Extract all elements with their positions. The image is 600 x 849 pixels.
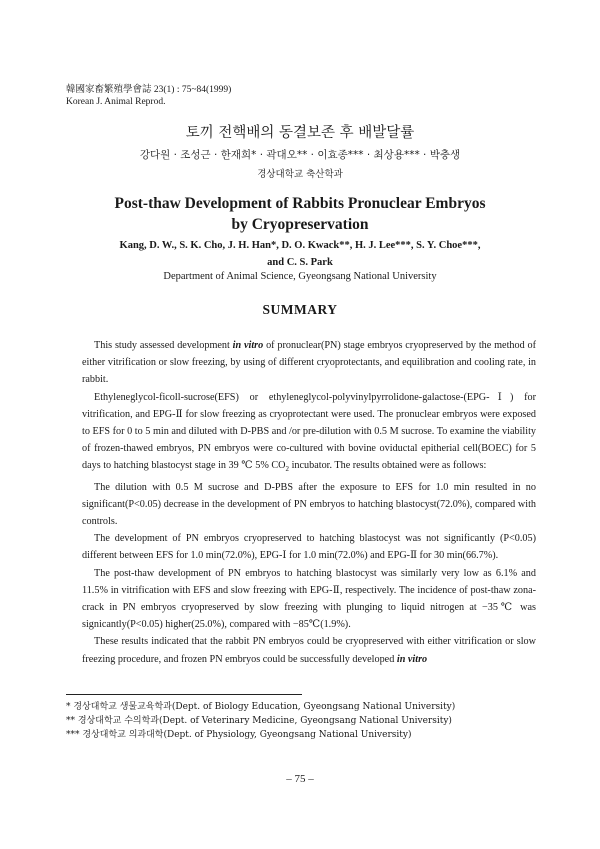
- english-title-line-2: by Cryopreservation: [231, 216, 369, 233]
- summary-paragraph-2: Ethyleneglycol-ficoll-sucrose(EFS) or ethyleneglycol-polyvinylpyrrolidone-galactose-(EPG-Ⅰ) for vitrification, and EPG-Ⅱ for slow freezing as cryoprotectant were used. The pronuclear embryos were exposed to EFS for 0 to 5 min and diluted with D-PBS and /or pre-dilution with 0.5 M sucrose. To examine the viability of frozen-thawed embryos, PN embryos were co-cultured with bovine oviductal epitherial cell(BOEC) for 5 days to hatching blastocyst stage in 39 ℃ 5% $CO_2$ incubator. The results obtained were as follows:: [82, 391, 536, 474]
- footnote-divider: [66, 694, 302, 695]
- summary-paragraph-4: The development of PN embryos cryopreserved to hatching blastocyst was not significantly (P<0.05) different between EFS for 1.0 min(72.0%), EPG-Ⅰ for 1.0 min(72.0%) and EPG-Ⅱ for 30 min(66.7%).: [82, 533, 536, 562]
- english-title: [0, 193, 600, 235]
- footnotes: [66, 700, 455, 742]
- summary-paragraph-6: These results indicated that the rabbit PN embryos could be cryopreserved with either vitrification or slow freezing procedure, and frozen PN embryos could be successfully developed in vitro: [82, 636, 536, 665]
- english-department: Department of Animal Science, Gyeongsang National University: [163, 271, 437, 282]
- page-number: – 75 –: [286, 773, 314, 785]
- summary-paragraph-1: This study assessed development in vitro of pronuclear(PN) stage embryos cryopreserved by the method of either vitrification or slow freezing, by using of different cryoprotectants, and equilibration and cooling rate, in rabbit.: [82, 340, 536, 386]
- journal-citation: [66, 84, 231, 108]
- summary-paragraph-5: The post-thaw development of PN embryos to hatching blastocyst was similarly very low as 6.1% and 11.5% in vitrification with EFS and slow freezing with EPG-Ⅱ, respectively. The incidence of post-thaw zona-crack in PN embryos cryopreserved by slow freezing with plunging to liquid nitrogen at −35℃ was signicantly(P<0.05) higher(25.0%), compared with −85℃(1.9%).: [82, 567, 536, 631]
- korean-affiliation: 경상대학교 축산학과: [257, 169, 343, 180]
- english-authors: [0, 237, 600, 271]
- summary-heading: SUMMARY: [262, 302, 338, 317]
- journal-citation-english: Korean J. Animal Reprod.: [66, 97, 166, 107]
- journal-citation-korean: 韓國家畜繁殖學會誌 23(1) : 75~84(1999): [66, 85, 232, 95]
- english-title-line-1: Post-thaw Development of Rabbits Pronuclear Embryos: [114, 195, 486, 212]
- summary-body: [82, 337, 536, 668]
- footnote-2: ** 경상대학교 수의학과(Dept. of Veterinary Medicine, Gyeongsang National University): [66, 716, 452, 726]
- korean-authors: 강다원 · 조성근 · 한재희* · 곽대오** · 이효종*** · 최상용*** · 박충생: [139, 149, 461, 161]
- footnote-3: *** 경상대학교 의과대학(Dept. of Physiology, Gyeongsang National University): [66, 730, 412, 740]
- korean-title: 토끼 전핵배의 동결보존 후 배발달률: [185, 125, 415, 141]
- english-authors-line-1: Kang, D. W., S. K. Cho, J. H. Han*, D. O. Kwack**, H. J. Lee***, S. Y. Choe***,: [119, 240, 481, 251]
- english-authors-line-2: and C. S. Park: [267, 257, 333, 268]
- summary-paragraph-3: The dilution with 0.5 M sucrose and D-PBS after the exposure to EFS for 1.0 min resulted in no significant(P<0.05) decrease in the development of PN embryos to hatching blastocyst(72.0%), compared with controls.: [82, 481, 536, 528]
- footnote-1: * 경상대학교 생물교육학과(Dept. of Biology Education, Gyeongsang National University): [66, 702, 456, 712]
